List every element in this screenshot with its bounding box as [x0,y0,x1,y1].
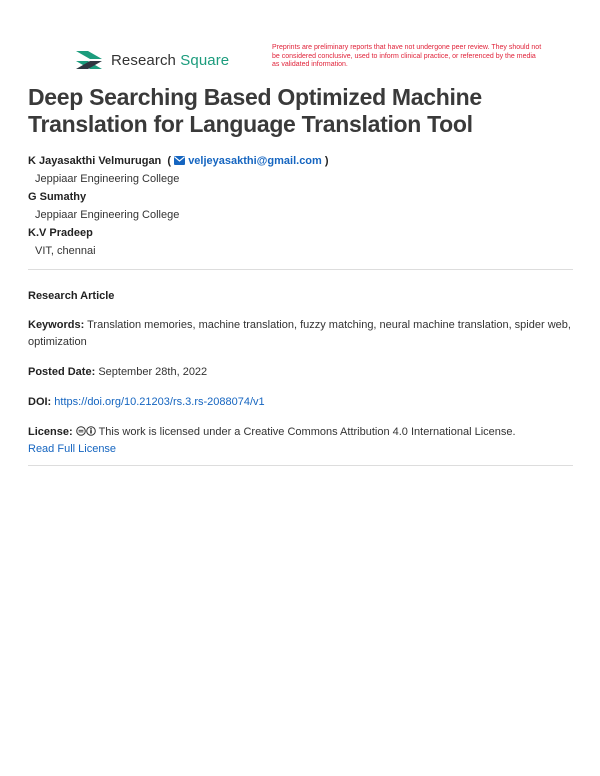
cc-license-icon [76,426,86,436]
author-1: K Jayasakthi Velmurugan ( veljeyasakthi@gmail.com ) Jeppiaar Engineering College [28,152,573,188]
license [28,424,576,458]
doi-link[interactable]: https://doi.org/10.21203/rs.3.rs-2088074/v1 [54,396,265,408]
envelope-icon [174,156,185,165]
posted-date-value: September 28th, 2022 [98,366,208,378]
preprint-disclaimer: Preprints are preliminary reports that have not undergone peer review. They should not be considered conclusive, used to inform clinical practice, or referenced by the media as validated information. [272,44,542,69]
license-label: License: [28,426,73,438]
keywords [28,317,576,351]
author-name: K.V Pradeep [28,227,93,239]
logo-text: Research Square [111,51,230,69]
article-type: Research Article [28,290,115,302]
divider [28,465,573,466]
doi [28,394,576,411]
author-2 [28,188,573,224]
author-3 [28,224,573,260]
divider [28,269,573,270]
research-square-logo[interactable] [74,48,229,72]
author-email-link[interactable]: veljeyasakthi@gmail.com [188,155,322,167]
read-full-license-link[interactable]: Read Full License [28,443,117,455]
license-text: This work is licensed under a Creative Commons Attribution 4.0 International License. [98,426,516,438]
posted-date-label: Posted Date: [28,366,96,378]
author-affiliation: Jeppiaar Engineering College [35,209,180,221]
header [0,44,600,78]
posted-date [28,364,576,381]
keywords-value: Translation memories, machine translation, fuzzy matching, neural machine translation, spider web, optimization [28,319,571,348]
author-name: G Sumathy [28,191,87,203]
keywords-label: Keywords: [28,319,85,331]
doi-label: DOI: [28,396,52,408]
cc-by-icon [86,426,96,436]
author-name: K Jayasakthi Velmurugan [28,155,162,167]
author-list [28,152,573,260]
paper-title: Deep Searching Based Optimized Machine Translation for Language Translation Tool [28,84,482,137]
author-affiliation: VIT, chennai [35,245,96,257]
research-square-logo-icon [74,48,104,72]
author-affiliation: Jeppiaar Engineering College [35,173,180,185]
